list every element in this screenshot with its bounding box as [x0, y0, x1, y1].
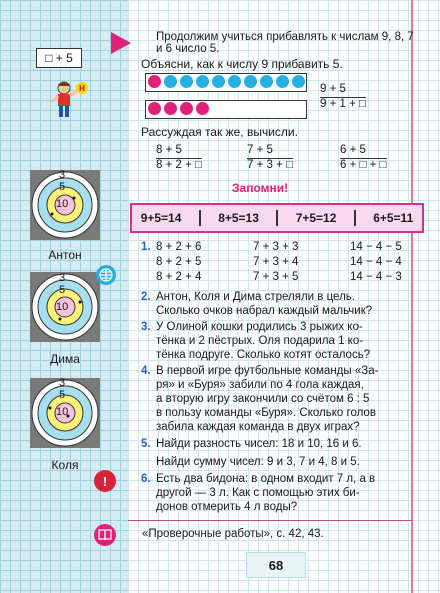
remember-title: Запомни! [232, 181, 289, 195]
target-anton-name: Антон [48, 248, 82, 262]
task-1-col-1-row-3: 8 + 2 + 4 [156, 271, 202, 283]
remember-item-4: 6+5=11 [373, 211, 414, 225]
task-1-col-2-row-2: 7 + 3 + 4 [253, 256, 299, 268]
task-4-number: 4. [141, 365, 151, 377]
footer-note: «Проверочные работы», с. 42, 43. [142, 528, 324, 540]
fraction-1-bottom: 8 + 2 + □ [156, 159, 202, 171]
target-kolya-ring-3: 3 [59, 377, 66, 389]
example-main [320, 83, 366, 111]
task-4-line-1: В первой игре футбольные команды «За- [156, 365, 379, 377]
target-kolya-name: Коля [51, 458, 79, 472]
margin-line [411, 0, 413, 593]
fraction-3-bottom: 6 + □ + □ [340, 159, 387, 171]
fraction-1 [156, 144, 202, 172]
bead-row-top [145, 73, 307, 92]
task-1-col-1-row-2: 8 + 2 + 5 [156, 256, 202, 268]
task-4-line-5: забила каждая команда в двух играх? [156, 421, 360, 433]
task-3-number: 3. [141, 321, 151, 333]
task-5-line-1: Найди разность чисел: 18 и 10, 16 и 6. [156, 438, 362, 450]
task-6-line-1: Есть два бидона: в одном входит 7 л, а в [156, 473, 376, 485]
task-3-line-2: тёнка и 2 пёстрых. Оля подарила 1 ко- [156, 335, 364, 347]
target-kolya-ring-10: 10 [56, 406, 69, 418]
grid-globe-icon [96, 265, 116, 285]
child-illustration [50, 80, 90, 120]
target-dima-name: Дима [50, 352, 80, 366]
task-1-col-2-row-3: 7 + 3 + 5 [253, 271, 299, 283]
task-4-line-4: в пользу команды «Буря». Сколько голов [156, 407, 376, 419]
intro-line-1: Продолжим учиться прибавлять к числам 9, 8, 7 [156, 31, 414, 43]
target-kolya-ring-5: 5 [59, 389, 66, 401]
task-1-number: 1. [141, 241, 151, 253]
footer-divider [128, 520, 413, 521]
fraction-2-top: 7 + 5 [247, 144, 293, 159]
task-3-line-3: тёнка подруге. Сколько котят осталось? [156, 349, 371, 361]
remember-item-3: 7+5=12 [295, 211, 337, 225]
fraction-3-top: 6 + 5 [340, 144, 387, 159]
task-4-line-3: а вторую игру закончили со счётом 6 : 5 [156, 393, 370, 405]
fraction-1-top: 8 + 5 [156, 144, 202, 159]
example-main-top: 9 + 5 [320, 83, 366, 98]
explain-text: Объясни, как к числу 9 прибавить 5. [141, 57, 343, 71]
page-flag-marker [111, 32, 131, 54]
child-badge-letter: Н [79, 84, 85, 93]
remember-item-2: 8+5=13 [218, 211, 259, 225]
task-2-line-2: Сколько очков набрал каждый мальчик? [156, 305, 373, 317]
task-6-number: 6. [141, 473, 151, 485]
task-6-line-2: другой — 3 л. Как с помощью этих би- [156, 487, 360, 499]
task-5-line-2: Найди сумму чисел: 9 и 3, 7 и 4, 8 и 5. [156, 456, 360, 468]
bead-row-bottom [145, 100, 307, 119]
task-1-col-3-row-2: 14 − 4 − 4 [350, 256, 402, 268]
task-1-col-3-row-1: 14 − 4 − 5 [350, 241, 402, 253]
exclamation-icon: ! [94, 470, 116, 492]
task-5-number: 5. [141, 438, 151, 450]
topic-box: □ + 5 [36, 48, 82, 68]
target-anton-ring-3: 3 [59, 169, 66, 181]
target-anton-ring-10: 10 [56, 198, 69, 210]
task-2-line-1: Антон, Коля и Дима стреляли в цель. [156, 291, 355, 303]
task-1-col-1-row-1: 8 + 2 + 6 [156, 241, 202, 253]
fraction-2 [247, 144, 293, 172]
intro-line-2: и 6 число 5. [156, 43, 220, 55]
fraction-2-bottom: 7 + 3 + □ [247, 159, 293, 171]
target-dima-ring-3: 3 [59, 272, 66, 284]
remember-item-1: 9+5=14 [140, 211, 182, 225]
book-icon [94, 524, 116, 546]
task-1-col-3-row-3: 14 − 4 − 3 [350, 271, 402, 283]
task-4-line-2: ря» и «Буря» забили по 4 гола каждая, [156, 379, 364, 391]
example-main-bottom: 9 + 1 + □ [320, 98, 366, 110]
fraction-3 [340, 144, 387, 172]
target-dima-ring-5: 5 [59, 284, 66, 296]
remember-box [130, 203, 424, 233]
task-1-col-2-row-1: 7 + 3 + 3 [253, 241, 299, 253]
reason-label: Рассуждая так же, вычисли. [141, 125, 298, 139]
page-number: 68 [246, 552, 306, 578]
task-6-line-3: донов отмерить 4 л воды? [156, 501, 298, 513]
task-3-line-1: У Олиной кошки родились 3 рыжих ко- [156, 321, 363, 333]
task-2-number: 2. [141, 291, 151, 303]
target-anton-ring-5: 5 [59, 181, 66, 193]
target-dima-ring-10: 10 [56, 301, 69, 313]
